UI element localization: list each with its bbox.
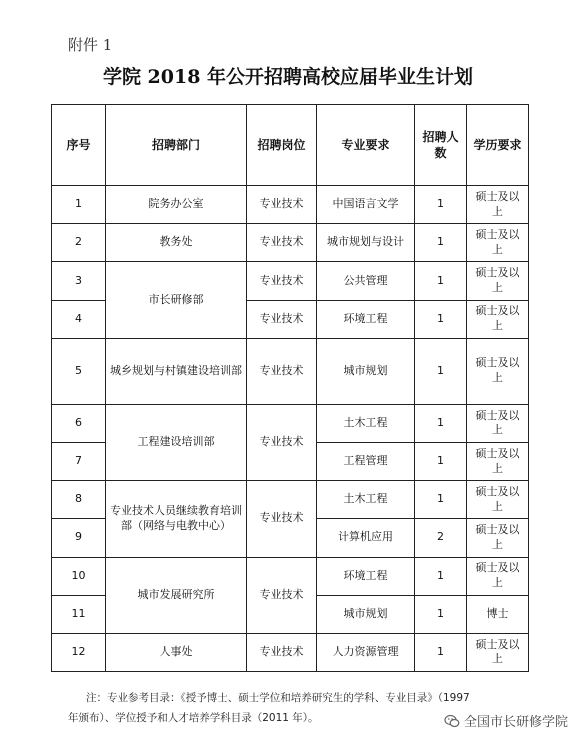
cell-no: 11 [52,595,106,633]
cell-no: 8 [52,481,106,519]
cell-edu: 硕士及以上 [467,262,529,300]
cell-post: 专业技术 [247,300,317,338]
cell-major: 土木工程 [317,481,415,519]
cell-no: 6 [52,404,106,442]
cell-no: 3 [52,262,106,300]
cell-no: 5 [52,338,106,404]
cell-count: 1 [415,481,467,519]
cell-post: 专业技术 [247,481,317,557]
cell-no: 12 [52,633,106,671]
table-row [52,633,529,671]
cell-post: 专业技术 [247,262,317,300]
footnote-line-1: 注：专业参考目录：《授予博士、硕士学位和培养研究生的学科、专业目录》（1997 [86,692,470,704]
cell-no: 2 [52,224,106,262]
header-dept: 招聘部门 [106,105,247,186]
cell-post: 专业技术 [247,557,317,633]
header-count: 招聘人数 [415,105,467,186]
table-row [52,338,529,404]
cell-major: 工程管理 [317,442,415,480]
cell-count: 1 [415,300,467,338]
wechat-icon [444,713,460,729]
cell-post: 专业技术 [247,404,317,480]
recruitment-table [51,104,529,672]
cell-dept: 城市发展研究所 [106,557,247,633]
header-major: 专业要求 [317,105,415,186]
cell-edu: 硕士及以上 [467,224,529,262]
cell-edu: 硕士及以上 [467,633,529,671]
footnote-line-2: 年颁布）、学位授予和人才培养学科目录（2011 年）。 [68,712,319,724]
header-no: 序号 [52,105,106,186]
cell-major: 环境工程 [317,557,415,595]
cell-count: 1 [415,557,467,595]
header-post: 招聘岗位 [247,105,317,186]
page-title: 学院 2018 年公开招聘高校应届毕业生计划 [102,66,474,88]
cell-count: 1 [415,186,467,224]
header-edu: 学历要求 [467,105,529,186]
cell-dept: 工程建设培训部 [106,404,247,480]
cell-dept: 市长研修部 [106,262,247,338]
cell-post: 专业技术 [247,633,317,671]
watermark-text: 全国市长研修学院 [463,715,568,730]
table-row [52,262,529,300]
cell-edu: 硕士及以上 [467,519,529,557]
cell-major: 环境工程 [317,300,415,338]
cell-no: 4 [52,300,106,338]
cell-count: 1 [415,404,467,442]
table-row [52,224,529,262]
cell-dept: 人事处 [106,633,247,671]
cell-post: 专业技术 [247,186,317,224]
cell-edu: 硕士及以上 [467,404,529,442]
cell-count: 1 [415,224,467,262]
cell-major: 城市规划与设计 [317,224,415,262]
cell-count: 1 [415,442,467,480]
cell-dept: 教务处 [106,224,247,262]
table-row [52,186,529,224]
cell-count: 1 [415,633,467,671]
cell-edu: 硕士及以上 [467,442,529,480]
cell-major: 人力资源管理 [317,633,415,671]
cell-dept: 院务办公室 [106,186,247,224]
cell-dept: 专业技术人员继续教育培训部（网络与电教中心） [106,481,247,557]
cell-major: 土木工程 [317,404,415,442]
table-row [52,404,529,442]
cell-count: 1 [415,262,467,300]
cell-no: 7 [52,442,106,480]
cell-count: 1 [415,595,467,633]
attachment-label: 附件 1 [68,36,113,54]
cell-count: 1 [415,338,467,404]
cell-edu: 硕士及以上 [467,300,529,338]
cell-edu: 博士 [467,595,529,633]
cell-edu: 硕士及以上 [467,557,529,595]
cell-major: 公共管理 [317,262,415,300]
cell-major: 计算机应用 [317,519,415,557]
cell-dept: 城乡规划与村镇建设培训部 [106,338,247,404]
cell-major: 中国语言文学 [317,186,415,224]
watermark [444,711,568,730]
cell-count: 2 [415,519,467,557]
table-header-row [52,105,529,186]
cell-edu: 硕士及以上 [467,338,529,404]
cell-no: 10 [52,557,106,595]
cell-post: 专业技术 [247,224,317,262]
cell-edu: 硕士及以上 [467,481,529,519]
table-row [52,481,529,519]
cell-major: 城市规划 [317,595,415,633]
table-row [52,557,529,595]
cell-no: 1 [52,186,106,224]
cell-edu: 硕士及以上 [467,186,529,224]
cell-no: 9 [52,519,106,557]
cell-post: 专业技术 [247,338,317,404]
cell-major: 城市规划 [317,338,415,404]
